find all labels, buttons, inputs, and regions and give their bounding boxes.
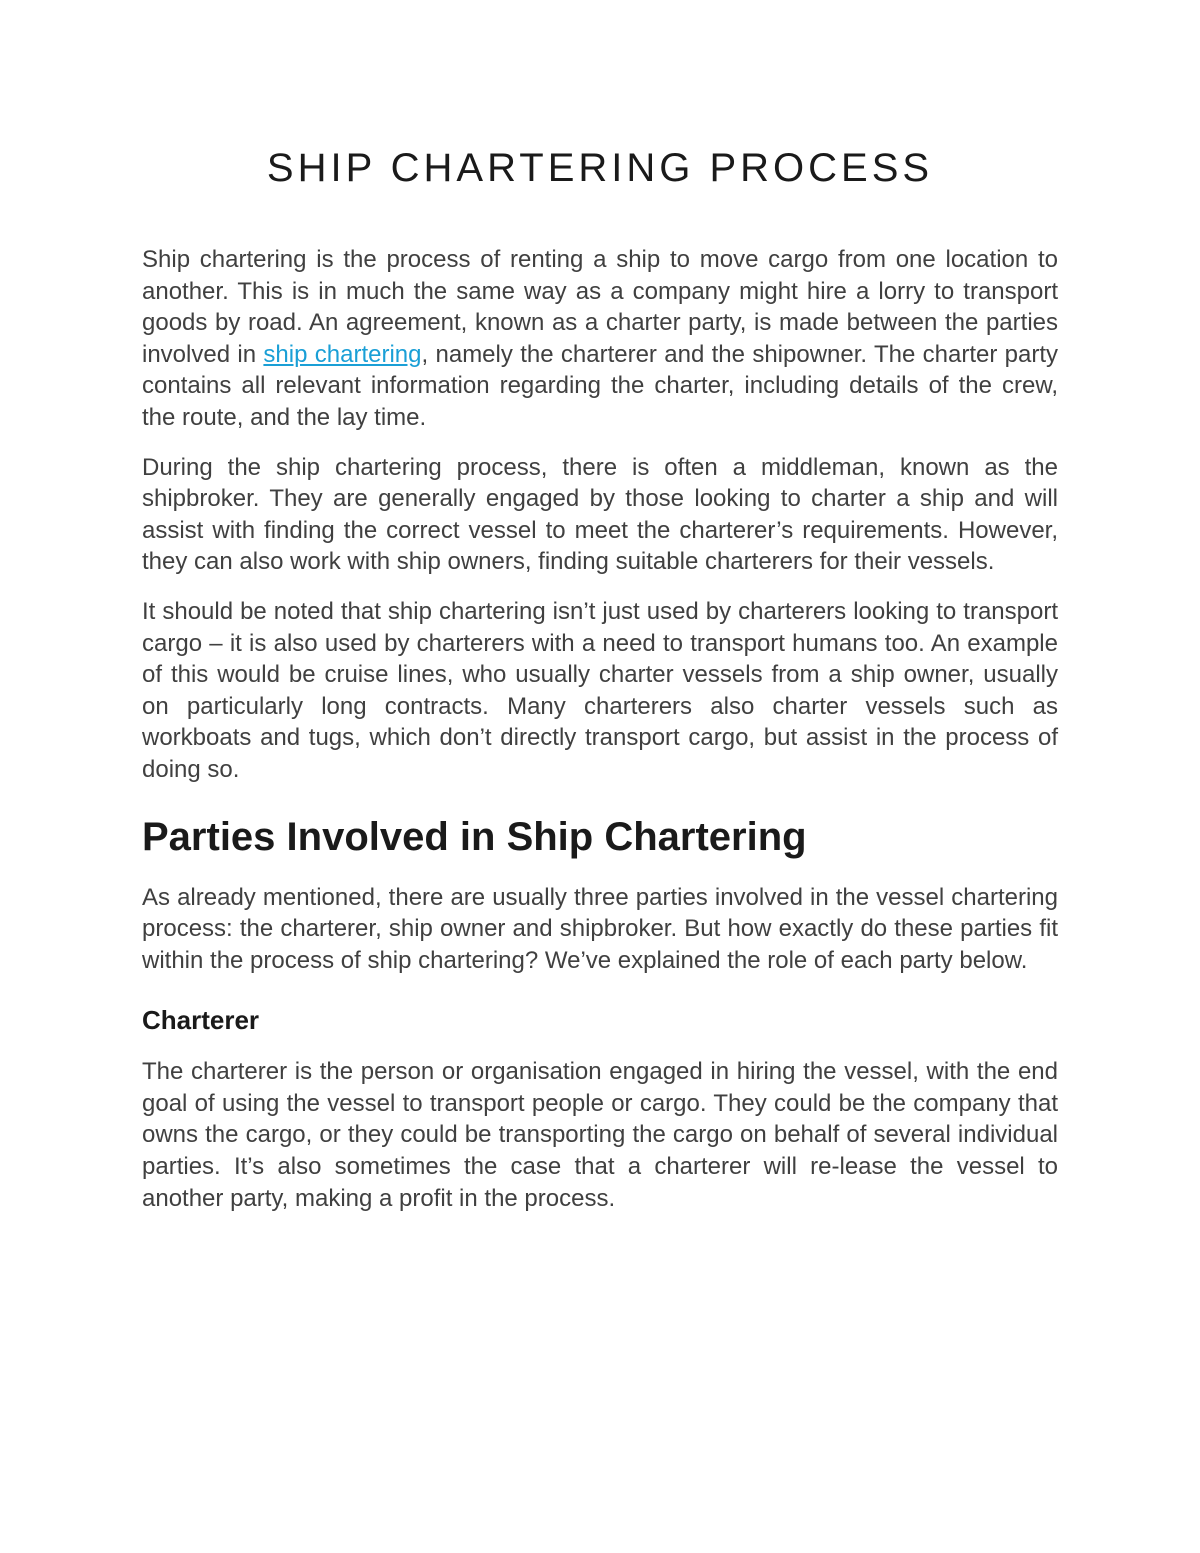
document-title: SHIP CHARTERING PROCESS [266,146,934,190]
charterer-paragraph: The charterer is the person or organisation engaged in hiring the vessel, with the end goal of using the vessel to transport people or cargo. They could be the company that owns the cargo, or they could be transporting the cargo on behalf of several individual parties. It’s also sometimes the case that a charterer will re-lease the vessel to another party, making a profit in the process. [142,1058,1058,1212]
intro-paragraph-1 [142,244,1058,434]
intro-paragraph-1-text-end: , namely the charterer and the shipowner. The charter party contains all relevant information regarding the charter, including details of the crew, the route, and the lay time. [142,340,1059,431]
intro-paragraph-2: During the ship chartering process, there is often a middleman, known as the shipbroker. They are generally engaged by those looking to charter a ship and will assist with finding the correct vessel to meet the charterer’s requirements. However, they can also work with ship owners, finding suitable charterers for their vessels. [142,453,1058,576]
parties-heading: Parties Involved in Ship Chartering [142,814,807,859]
intro-paragraph-1-text-start: Ship chartering is the process of renting a ship to move cargo from one location to another. This is in much the same way as a company might hire a lorry to transport goods by road. An agreement, known as a charter party, is made between the parties involved in [142,246,1058,368]
document-content [142,140,1058,1232]
intro-paragraph-3: It should be noted that ship chartering isn’t just used by charterers looking to transport cargo – it is also used by charterers with a need to transport humans too. An example of this would be cruise lines, who usually charter vessels from a ship owner, usually on particularly long contracts. Many charterers also charter vessels such as workboats and tugs, which don’t directly transport cargo, but assist in the process of doing so. [142,597,1058,783]
charterer-heading: Charterer [142,1005,260,1036]
ship-chartering-link[interactable]: ship chartering [263,340,422,368]
parties-paragraph: As already mentioned, there are usually three parties involved in the vessel chartering process: the charterer, ship owner and shipbroker. But how exactly do these parties fit within the process of ship chartering? We’ve explained the role of each party below. [142,883,1058,974]
